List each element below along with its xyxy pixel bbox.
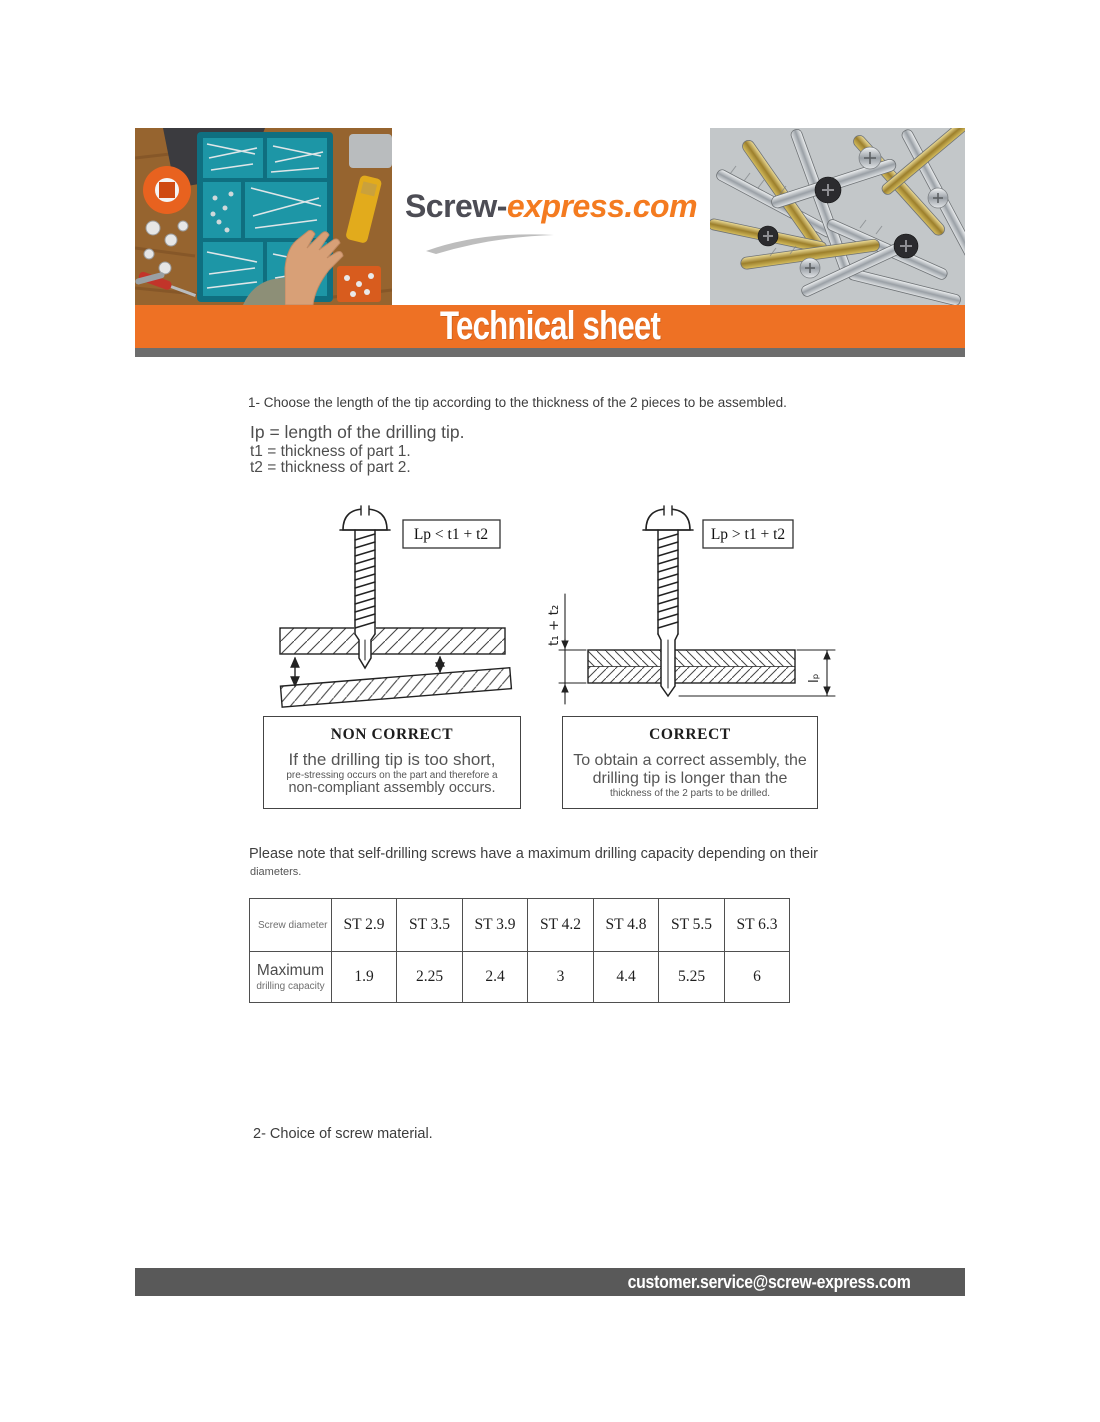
diameter-cell: ST 5.5 <box>659 899 725 952</box>
capacity-row <box>250 952 790 1003</box>
correct-box <box>562 716 818 809</box>
diameter-cell: ST 2.9 <box>332 899 397 952</box>
non-correct-line1: If the drilling tip is too short, <box>288 750 496 769</box>
header-photo-screws <box>710 128 965 305</box>
banner-divider <box>135 348 965 357</box>
diameter-cell: ST 4.8 <box>594 899 659 952</box>
capacity-cell: 3 <box>528 952 594 1003</box>
capacity-cell: 4.4 <box>594 952 659 1003</box>
logo-suffix: express.com <box>506 188 698 224</box>
logo-area <box>392 128 710 305</box>
page-title: Technical sheet <box>439 304 661 348</box>
section2-heading: 2- Choice of screw material. <box>253 1126 433 1142</box>
footer-bar <box>135 1268 965 1296</box>
label-lp-less: Lp < t1 + t2 <box>413 526 489 543</box>
diameter-cell: ST 3.5 <box>397 899 463 952</box>
non-correct-line2: pre-stressing occurs on the part and therefore a <box>286 769 498 781</box>
title-banner <box>135 305 965 348</box>
definition-t1: t1 = thickness of part 1. <box>250 442 411 460</box>
capacity-cell: 6 <box>725 952 790 1003</box>
section1-heading: 1- Choose the length of the tip according to the thickness of the 2 pieces to be assembled. <box>248 395 787 410</box>
logo-swoosh-icon <box>422 227 592 255</box>
capacity-cell: 2.4 <box>463 952 528 1003</box>
capacity-row-header <box>250 952 332 1003</box>
diameter-row <box>250 899 790 952</box>
dimension-t1-t2 <box>559 594 586 704</box>
correct-line3: thickness of the 2 parts to be drilled. <box>609 788 771 800</box>
logo-prefix: Screw- <box>404 188 507 224</box>
logo <box>405 188 697 225</box>
diagram-tip-long-enough <box>546 505 835 704</box>
definition-lp: Ip = length of the drilling tip. <box>250 422 465 442</box>
label-lp-greater: Lp > t1 + t2 <box>710 526 786 543</box>
dim-label-lp: lₚ <box>806 673 822 683</box>
correct-title: CORRECT <box>649 726 731 743</box>
capacity-header-sub: drilling capacity <box>256 981 325 992</box>
correct-line1: To obtain a correct assembly, the <box>573 752 807 769</box>
workbench-illustration <box>135 128 392 305</box>
dim-label-t1-t2: t₁ + t₂ <box>546 604 562 646</box>
definition-t2: t2 = thickness of part 2. <box>250 459 411 476</box>
screw-pile-illustration <box>710 128 965 305</box>
capacity-table <box>249 898 790 1003</box>
capacity-note-line1: Please note that self-drilling screws have a maximum drilling capacity depending on their <box>249 846 819 862</box>
capacity-cell: 2.25 <box>397 952 463 1003</box>
diameter-row-header: Screw diameter <box>250 899 332 952</box>
capacity-header-main: Maximum <box>256 962 325 979</box>
correct-line2: drilling tip is longer than the <box>592 769 788 787</box>
screw-assembly-diagrams <box>255 498 845 710</box>
header-band <box>135 128 965 305</box>
capacity-cell: 1.9 <box>332 952 397 1003</box>
capacity-cell: 5.25 <box>659 952 725 1003</box>
diameter-cell: ST 3.9 <box>463 899 528 952</box>
non-correct-line3: non-compliant assembly occurs. <box>288 780 496 797</box>
capacity-note-line2: diameters. <box>250 866 302 878</box>
diameter-cell: ST 6.3 <box>725 899 790 952</box>
footer-email-link[interactable]: customer.service@screw-express.com <box>628 1271 911 1292</box>
header-photo-workbench <box>135 128 392 305</box>
non-correct-box <box>263 716 521 809</box>
diagram-tip-too-short <box>280 505 511 707</box>
non-correct-title: NON CORRECT <box>330 726 454 743</box>
definitions-block <box>250 424 465 476</box>
diameter-cell: ST 4.2 <box>528 899 594 952</box>
